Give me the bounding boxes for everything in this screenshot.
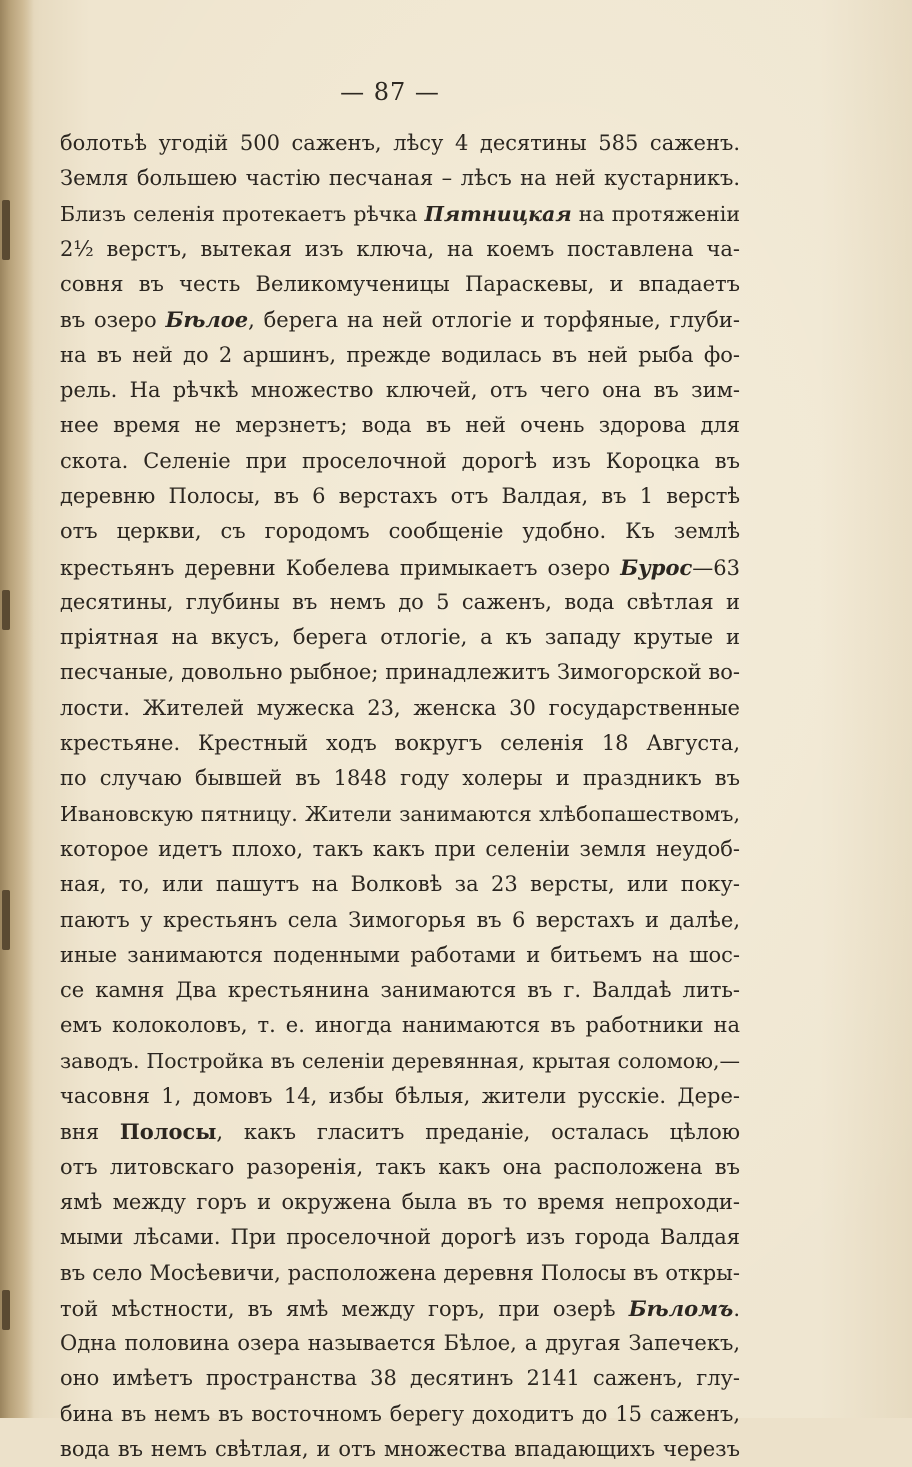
text-line [60,444,740,479]
emphasized-text: Бѣлое [165,307,249,333]
text-run: въ озеро [60,308,166,333]
text-run: , берега на ней отлогіе и торфяные, глуби- [248,308,740,333]
text-run: песчаные, довольно рыбное; принадлежитъ Зимогорской во- [60,660,740,685]
text-line [60,1220,740,1255]
text-run: паютъ у крестьянъ села Зимогорья въ 6 верстахъ и далѣе, [60,907,740,932]
text-run: скота. Селеніе при проселочной дорогѣ изъ Короцка въ [60,448,740,473]
text-line [60,1291,740,1326]
text-line [60,197,740,232]
text-run: —63 [692,555,740,580]
spine-mark [2,1290,10,1330]
book-spine-shadow [0,0,34,1418]
text-run: по случаю бывшей въ 1848 году холеры и праздникъ въ [60,766,740,791]
text-run: той мѣстности, въ ямѣ между горъ, при озерѣ [60,1296,629,1321]
text-run: крестьянъ деревни Кобелева примыкаетъ озеро [60,555,621,580]
emphasized-text: Пятницкая [424,201,572,226]
text-run: рель. На рѣчкѣ множество ключей, отъ чего она въ зим- [60,378,740,403]
text-run: Земля большею частію песчаная – лѣсъ на ней кустарникъ. [60,166,740,191]
text-run: совня въ честь Великомученицы Параскевы, и впадаетъ [60,272,740,297]
text-line [60,161,740,196]
text-line [60,550,740,585]
body-text [60,126,740,1467]
text-run: лости. Жителей мужеска 23, женска 30 государственные [60,695,740,720]
text-run: которое идетъ плохо, такъ какъ при селеніи земля неудоб- [60,836,740,861]
text-run: деревню Полосы, въ 6 верстахъ отъ Валдая, въ 1 верстѣ [60,483,740,508]
text-line [60,232,740,267]
emphasized-text: Полосы [119,1119,217,1145]
text-run: на въ ней до 2 аршинъ, прежде водилась въ ней рыба фо- [60,342,740,367]
text-line [60,373,740,408]
text-run: отъ литовскаго разоренія, такъ какъ она расположена въ [60,1154,740,1179]
text-line [60,1185,740,1220]
text-line [60,761,740,796]
text-line [60,1150,740,1185]
text-line [60,691,740,726]
text-run: ная, то, или пашутъ на Волковѣ за 23 версты, или поку- [60,872,740,897]
emphasized-text: Бѣломъ [628,1295,734,1321]
text-run: отъ церкви, съ городомъ сообщеніе удобно. Къ землѣ [60,519,740,544]
text-run: вня [60,1120,120,1145]
text-line [60,867,740,902]
text-line [60,903,740,938]
text-line [60,1326,740,1361]
text-run: Близъ селенія протекаетъ рѣчка [60,201,425,226]
text-run: нее время не мерзнетъ; вода въ ней очень здорова для [60,413,740,438]
text-run: болотьѣ угодій 500 саженъ, лѣсу 4 десятины 585 саженъ. [60,131,740,155]
text-run: емъ колоколовъ, т. е. иногда нанимаются въ работники на [60,1013,740,1038]
text-line [60,1397,740,1432]
text-line [60,126,740,161]
text-line [60,973,740,1008]
text-line [60,938,740,973]
text-line [60,655,740,690]
text-line [60,1079,740,1114]
text-line [60,797,740,832]
text-run: оно имѣетъ пространства 38 десятинъ 2141 саженъ, глу- [60,1366,740,1391]
text-line [60,1256,740,1291]
text-run: на протяженіи [571,201,740,226]
text-run: вода въ немъ свѣтлая, и отъ множества впадающихъ черезъ [60,1436,740,1461]
emphasized-text: Бурос [620,554,693,580]
text-run: ямѣ между горъ и окружена была въ то время непроходи- [60,1189,740,1214]
text-run: пріятная на вкусъ, берега отлогіе, а къ западу крутые и [60,625,740,650]
text-run: часовня 1, домовъ 14, избы бѣлыя, жители русскіе. Дере- [60,1084,740,1109]
text-line [60,620,740,655]
text-run: . [733,1296,740,1321]
text-run: въ село Мосѣевичи, расположена деревня Полосы въ откры- [60,1260,740,1285]
spine-mark [2,200,10,260]
text-line [60,338,740,373]
text-line [60,585,740,620]
text-run: крестьяне. Крестный ходъ вокругъ селенія 18 Августа, [60,731,740,756]
text-run: бина въ немъ въ восточномъ берегу доходитъ до 15 саженъ, [60,1401,740,1426]
spine-mark [2,590,10,630]
text-line [60,479,740,514]
text-line [60,726,740,761]
text-run: мыми лѣсами. При проселочной дорогѣ изъ города Валдая [60,1225,740,1250]
page-number: — 87 — [340,78,440,106]
text-run: Ивановскую пятницу. Жители занимаются хлѣбопашествомъ, [60,801,740,826]
text-run: заводъ. Постройка въ селеніи деревянная, крытая соломою,— [60,1048,740,1073]
text-line [60,514,740,549]
text-run: Одна половина озера называется Бѣлое, а другая Запечекъ, [60,1331,740,1356]
text-line [60,302,740,337]
text-line [60,408,740,443]
spine-mark [2,890,10,950]
text-line [60,1008,740,1043]
text-run: , какъ гласитъ преданіе, осталась цѣлою [216,1120,740,1145]
text-run: десятины, глубины въ немъ до 5 саженъ, вода свѣтлая и [60,589,740,614]
text-run: иные занимаются поденными работами и битьемъ на шос- [60,942,740,967]
text-line [60,1044,740,1079]
text-run: 2½ верстъ, вытекая изъ ключа, на коемъ поставлена ча- [60,236,740,261]
text-line [60,832,740,867]
text-run: се камня Два крестьянина занимаются въ г. Валдаѣ лить- [60,978,740,1003]
text-line [60,267,740,302]
text-line [60,1361,740,1396]
text-line [60,1114,740,1149]
text-line [60,1432,740,1467]
